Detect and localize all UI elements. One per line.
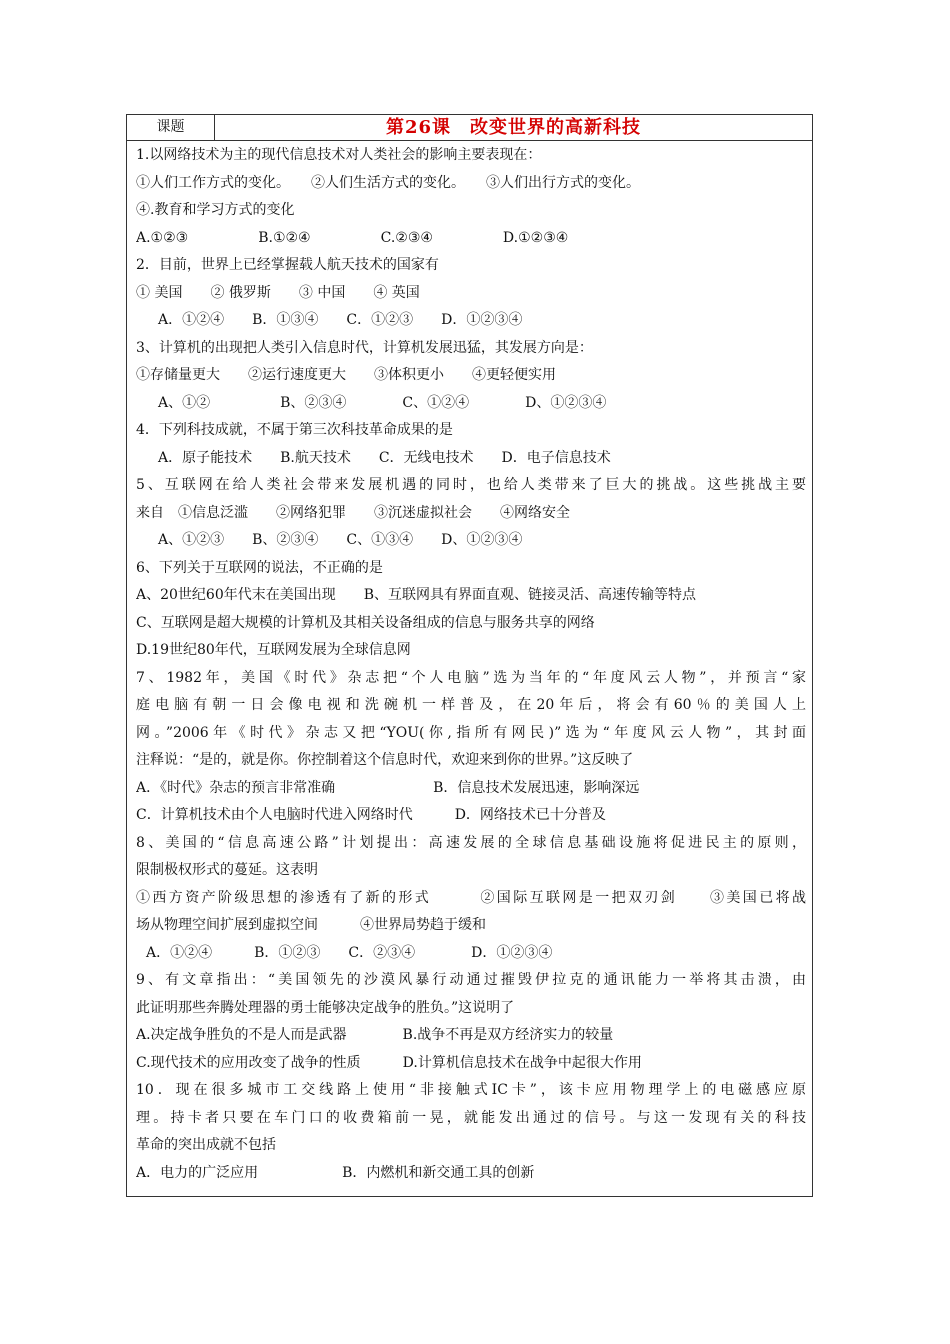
- lesson-title: 第26课 改变世界的高新科技: [385, 117, 642, 138]
- question-body: [136, 142, 806, 1187]
- q7-option-ab: A．《时代》杂志的预言非常准确 B．信息技术发展迅速，影响深远: [136, 779, 640, 796]
- q7-stem-3: 网。”2006年《时代》杂志又把“YOU(你,指所有网民)”选为“年度风云人物”，其封面: [136, 724, 806, 741]
- q8-stem-1: 8、美国的“信息高速公路”计划提出：高速发展的全球信息基础设施将促进民主的原则，: [136, 834, 806, 851]
- q10-stem-2: 理。持卡者只要在车门口的收费箱前一晃，就能发出通过的信号。与这一发现有关的科技: [136, 1109, 806, 1126]
- q10-stem-1: 10．现在很多城市工交线路上使用“非接触式IC卡”，该卡应用物理学上的电磁感应原: [136, 1082, 806, 1098]
- q6-option-c: C、互联网是超大规模的计算机及其相关设备组成的信息与服务共享的网络: [136, 614, 595, 631]
- q8-items-1: ①西方资产阶级思想的渗透有了新的形式 ②国际互联网是一把双刃剑 ③美国已将战: [136, 889, 806, 906]
- q8-options: A．①②④ B．①②③ C．②③④ D．①②③④: [146, 944, 553, 961]
- q1-options: A.①②③ B.①②④ C.②③④ D.①②③④: [136, 229, 569, 246]
- q8-items-2: 场从物理空间扩展到虚拟空间 ④世界局势趋于缓和: [136, 917, 486, 933]
- q9-stem-1: 9、有文章指出：“美国领先的沙漠风暴行动通过摧毁伊拉克的通讯能力一举将其击溃，由: [136, 972, 806, 988]
- q7-stem-1: 7、1982年，美国《时代》杂志把“个人电脑”选为当年的“年度风云人物”，并预言“家: [136, 669, 806, 686]
- header-row: [127, 115, 812, 141]
- q5-options: A、①②③ B、②③④ C、①③④ D、①②③④: [158, 532, 523, 548]
- topic-label: 课题: [127, 115, 215, 140]
- q9-stem-2: 此证明那些奔腾处理器的勇士能够决定战争的胜负。”这说明了: [136, 999, 515, 1016]
- q3-items: ①存储量更大 ②运行速度更大 ③体积更小 ④更轻便实用: [136, 367, 556, 383]
- q9-option-cd: C.现代技术的应用改变了战争的性质 D.计算机信息技术在战争中起很大作用: [136, 1054, 642, 1071]
- q7-stem-4: 注释说：“是的，就是你。你控制着这个信息时代，欢迎来到你的世界。”这反映了: [136, 752, 634, 768]
- q4-stem: 4．下列科技成就，不属于第三次科技革命成果的是: [136, 422, 453, 438]
- q2-items: ① 美国 ② 俄罗斯 ③ 中国 ④ 英国: [136, 284, 420, 301]
- q8-stem-2: 限制极权形式的蔓延。这表明: [136, 862, 318, 878]
- q6-stem: 6、下列关于互联网的说法，不正确的是: [136, 559, 383, 576]
- q5-stem: 5、互联网在给人类社会带来发展机遇的同时，也给人类带来了巨大的挑战。这些挑战主要: [136, 477, 806, 493]
- q3-options: A、①② B、②③④ C、①②④ D、①②③④: [158, 394, 607, 411]
- q10-option-ab: A．电力的广泛应用 B．内燃机和新交通工具的创新: [136, 1164, 535, 1181]
- q1-items-cont: ④.教育和学习方式的变化: [136, 202, 295, 218]
- q6-option-ab: A、20世纪60年代末在美国出现 B、互联网具有界面直观、链接灵活、高速传输等特点: [136, 587, 697, 603]
- q9-option-ab: A.决定战争胜负的不是人而是武器 B.战争不再是双方经济实力的较量: [136, 1027, 614, 1043]
- q2-options: A．①②④ B．①③④ C．①②③ D．①②③④: [158, 312, 523, 328]
- q5-items: 来自 ①信息泛滥 ②网络犯罪 ③沉迷虚拟社会 ④网络安全: [136, 504, 570, 521]
- q3-stem: 3、计算机的出现把人类引入信息时代，计算机发展迅猛，其发展方向是：: [136, 339, 593, 356]
- q6-option-d: D.19世纪80年代，互联网发展为全球信息网: [136, 642, 411, 658]
- q1-stem: 1.以网络技术为主的现代信息技术对人类社会的影响主要表现在：: [136, 147, 542, 163]
- q2-stem: 2．目前，世界上已经掌握载人航天技术的国家有: [136, 257, 439, 273]
- q10-stem-3: 革命的突出成就不包括: [136, 1137, 276, 1153]
- q1-items: ①人们工作方式的变化。 ②人们生活方式的变化。 ③人们出行方式的变化。: [136, 174, 640, 191]
- worksheet-table: [126, 114, 813, 1197]
- q7-option-cd: C．计算机技术由个人电脑时代进入网络时代 D．网络技术已十分普及: [136, 807, 606, 823]
- q4-options: A．原子能技术 B.航天技术 C．无线电技术 D．电子信息技术: [158, 449, 611, 466]
- q7-stem-2: 庭电脑有朝一日会像电视和洗碗机一样普及，在20年后，将会有60％的美国人上: [136, 697, 806, 713]
